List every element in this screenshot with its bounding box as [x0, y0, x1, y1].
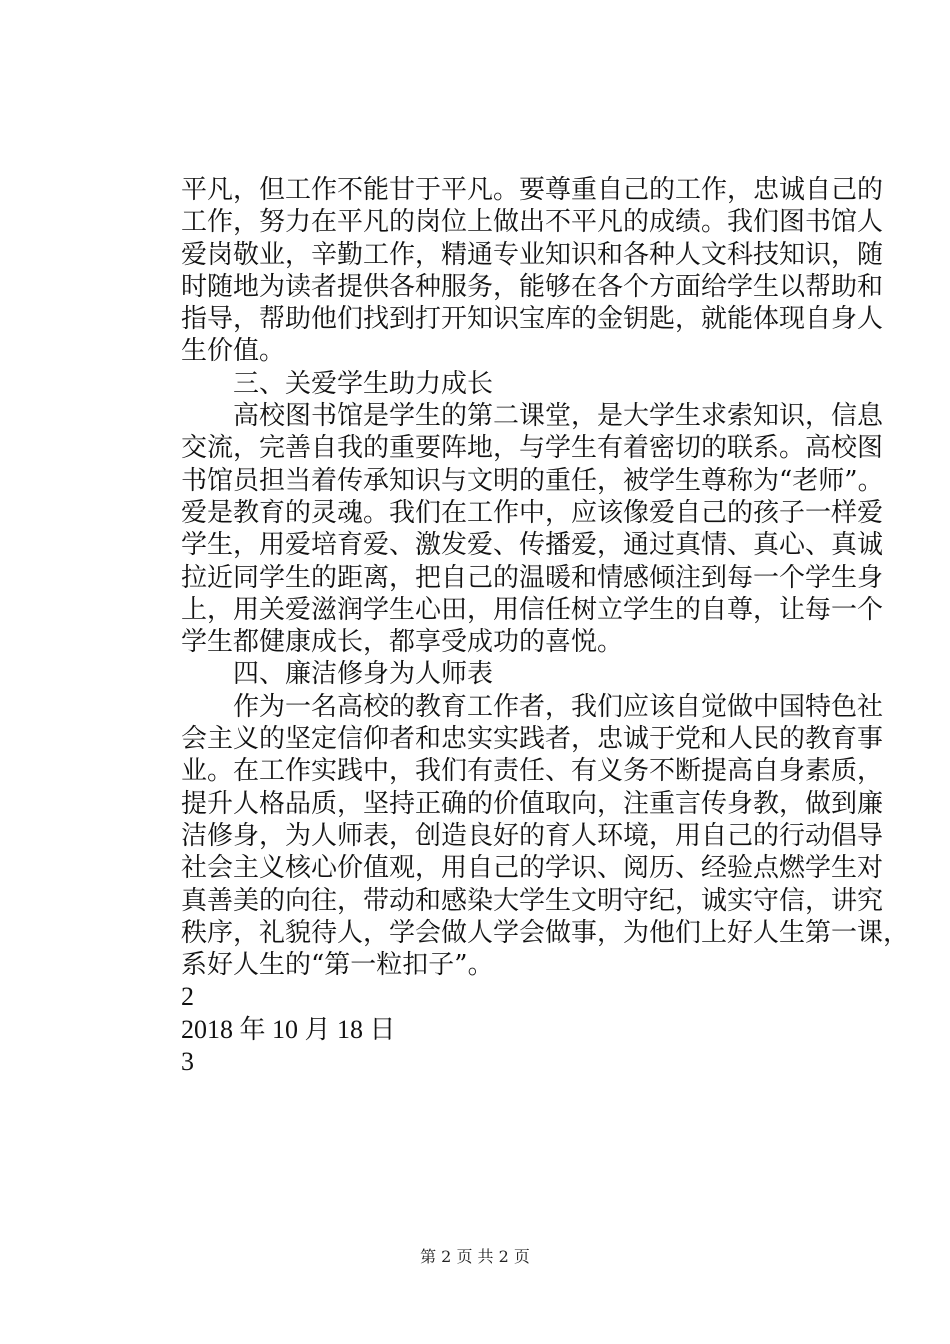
page-number-mark: 2: [181, 982, 194, 1012]
text-line: 上，用关爱滋润学生心田，用信任树立学生的自尊，让每一个: [181, 594, 884, 625]
text-line: 爱是教育的灵魂。我们在工作中，应该像爱自己的孩子一样爱: [181, 497, 884, 528]
text-line: 时随地为读者提供各种服务，能够在各个方面给学生以帮助和: [181, 271, 884, 302]
text-line: 业。在工作实践中，我们有责任、有义务不断提高自身素质，: [181, 756, 884, 787]
section-heading-text: 三、关爱学生助力成长: [233, 368, 494, 399]
text-line: 提升人格品质，坚持正确的价值取向，注重言传身教，做到廉: [181, 788, 884, 819]
section-heading-text: 四、廉洁修身为人师表: [233, 659, 494, 690]
paragraph-2: [181, 400, 884, 658]
text-line: 生价值。: [181, 336, 286, 367]
text-line: 秩序，礼貌待人，学会做人学会做事，为他们上好人生第一课，: [181, 917, 910, 948]
text-line: 交流，完善自我的重要阵地，与学生有着密切的联系。高校图: [181, 433, 884, 464]
text-line: 学生都健康成长，都享受成功的喜悦。: [181, 627, 624, 658]
text-line: 社会主义核心价值观，用自己的学识、阅历、经验点燃学生对: [181, 853, 884, 884]
text-line: 作为一名高校的教育工作者，我们应该自觉做中国特色社: [233, 691, 884, 722]
text-line: 系好人生的“第一粒扣子”。: [181, 950, 494, 981]
text-line: 爱岗敬业，辛勤工作，精通专业知识和各种人文科技知识，随: [181, 239, 884, 270]
section-heading-4: [181, 658, 836, 690]
text-line: 拉近同学生的距离，把自己的温暖和情感倾注到每一个学生身: [181, 562, 884, 593]
text-line-first: [181, 691, 884, 723]
paragraph-3: [181, 691, 910, 982]
page-number-mark: 3: [181, 1047, 194, 1077]
text-line: 高校图书馆是学生的第二课堂，是大学生求索知识，信息: [233, 401, 884, 432]
text-line: 真善美的向往，带动和感染大学生文明守纪，诚实守信，讲究: [181, 885, 884, 916]
text-line: 平凡，但工作不能甘于平凡。要尊重自己的工作，忠诚自己的: [181, 175, 884, 205]
document-body: [181, 174, 910, 1078]
date-line: 2018 年 10 月 18 日: [181, 1014, 396, 1044]
text-line: 指导，帮助他们找到打开知识宝库的金钥匙，就能体现自身人: [181, 304, 884, 335]
text-line: 工作，努力在平凡的岗位上做出不平凡的成绩。我们图书馆人: [181, 207, 884, 238]
text-line-first: [181, 400, 884, 432]
section-heading-3: [181, 368, 836, 400]
paragraph-1: [181, 174, 884, 368]
page-footer: 第 2 页 共 2 页: [420, 1247, 530, 1266]
text-line: 书馆员担当着传承知识与文明的重任，被学生尊称为“老师”。: [181, 465, 884, 496]
text-line: 学生，用爱培育爱、激发爱、传播爱，通过真情、真心、真诚: [181, 530, 884, 561]
text-line: 洁修身，为人师表，创造良好的育人环境，用自己的行动倡导: [181, 820, 884, 851]
text-line: 会主义的坚定信仰者和忠实实践者，忠诚于党和人民的教育事: [181, 724, 884, 755]
